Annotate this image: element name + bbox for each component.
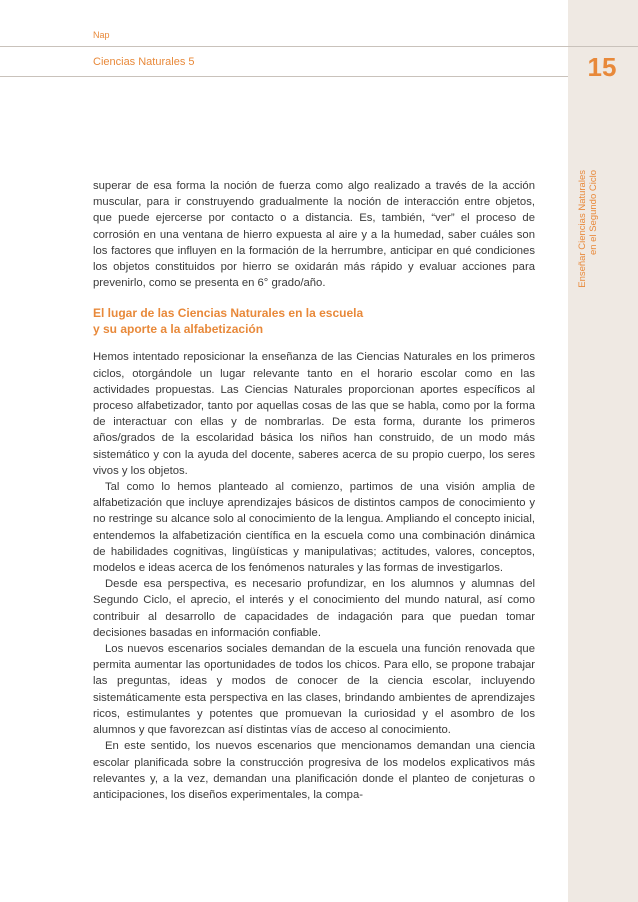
section-heading-line1: El lugar de las Ciencias Naturales en la escuela (93, 306, 364, 321)
paragraph-5: En este sentido, los nuevos escenarios que mencionamos demandan una ciencia escolar planificada sobre la construcción progresiva de los modelos explicativos más relevantes y, a la vez, demandan una planificación donde el planteo de conjeturas o anticipaciones, los diseños experimentales, la compa- (93, 740, 535, 801)
sidebar-band (568, 0, 638, 902)
header-rule-top (0, 46, 568, 47)
header-rule-bottom (0, 76, 568, 77)
book-title: Ciencias Naturales 5 (93, 56, 195, 68)
vertical-section-title (572, 170, 632, 320)
page-number: 15 (587, 52, 617, 82)
series-label: Nap (93, 30, 110, 40)
page-number-rule (568, 46, 638, 47)
vertical-title-line2: en el Segundo Ciclo (588, 170, 599, 256)
section-heading (93, 305, 535, 337)
paragraph-2: Tal como lo hemos planteado al comienzo, partimos de una visión amplia de alfabetización que incluye aprendizajes básicos de distintos campos de conocimiento y no restringe su alcance solo al conocimiento de la lengua. Ampliando el concepto inicial, entendemos la alfabetización científica en la escuela como una combinación dinámica de habilidades cognitivas, lingüísticas y manipulativas; actitudes, valores, conceptos, modelos e ideas acerca de los fenómenos naturales y las formas de investigarlos. (93, 481, 535, 575)
paragraph-1: Hemos intentado reposicionar la enseñanza de las Ciencias Naturales en los primeros ciclos, otorgándole un lugar relevante tanto en el horario escolar como en las actividades propuestas. Las Ciencias Naturales proporcionan aportes específicos al proceso alfabetizador, tanto por aquellas cosas de las que se habla, como por la forma de interactuar con ellas y de nombrarlas. De esta forma, durante los primeros años/grados de la escolaridad básica los niños han construido, de un modo más sistemático y con la ayuda del docente, saberes acerca de su propio cuerpo, los seres vivos y los objetos. (93, 351, 535, 477)
section-heading-line2: y su aporte a la alfabetización (93, 322, 264, 337)
paragraph-4: Los nuevos escenarios sociales demandan de la escuela una función renovada que permita aumentar las oportunidades de todos los chicos. Para ello, se propone trabajar las preguntas, ideas y modos de conocer de la ciencia escolar, incluyendo sistemáticamente esta perspectiva en las clases, brindando ambientes de aprendizajes ricos, estimulantes y potentes que promuevan la curiosidad y el asombro de los alumnos y que favorezcan así distintas vías de acceso al conocimiento. (93, 643, 535, 737)
body-text (93, 178, 535, 803)
vertical-title-line1: Enseñar Ciencias Naturales (577, 170, 588, 288)
paragraph-3: Desde esa perspectiva, es necesario profundizar, en los alumnos y alumnas del Segundo Ciclo, el aprecio, el interés y el conocimiento del mundo natural, así como contribuir al desarrollo de capacidades de indagación para que puedan tomar decisiones basadas en información confiable. (93, 578, 535, 639)
intro-paragraph: superar de esa forma la noción de fuerza como algo realizado a través de la acción muscular, para ir construyendo gradualmente la noción de interacción entre objetos, que puede ejercerse por contacto o a distancia. Es, también, “ver” el proceso de corrosión en una ventana de hierro expuesta al aire y a la humedad, saber cuáles son los factores que influyen en la formación de la herrumbre, anticipar en qué condiciones los objetos constituidos por hierro se oxidarán más rápido y evaluar acciones para prevenirlo, como se presenta en 6° grado/año. (93, 180, 535, 290)
